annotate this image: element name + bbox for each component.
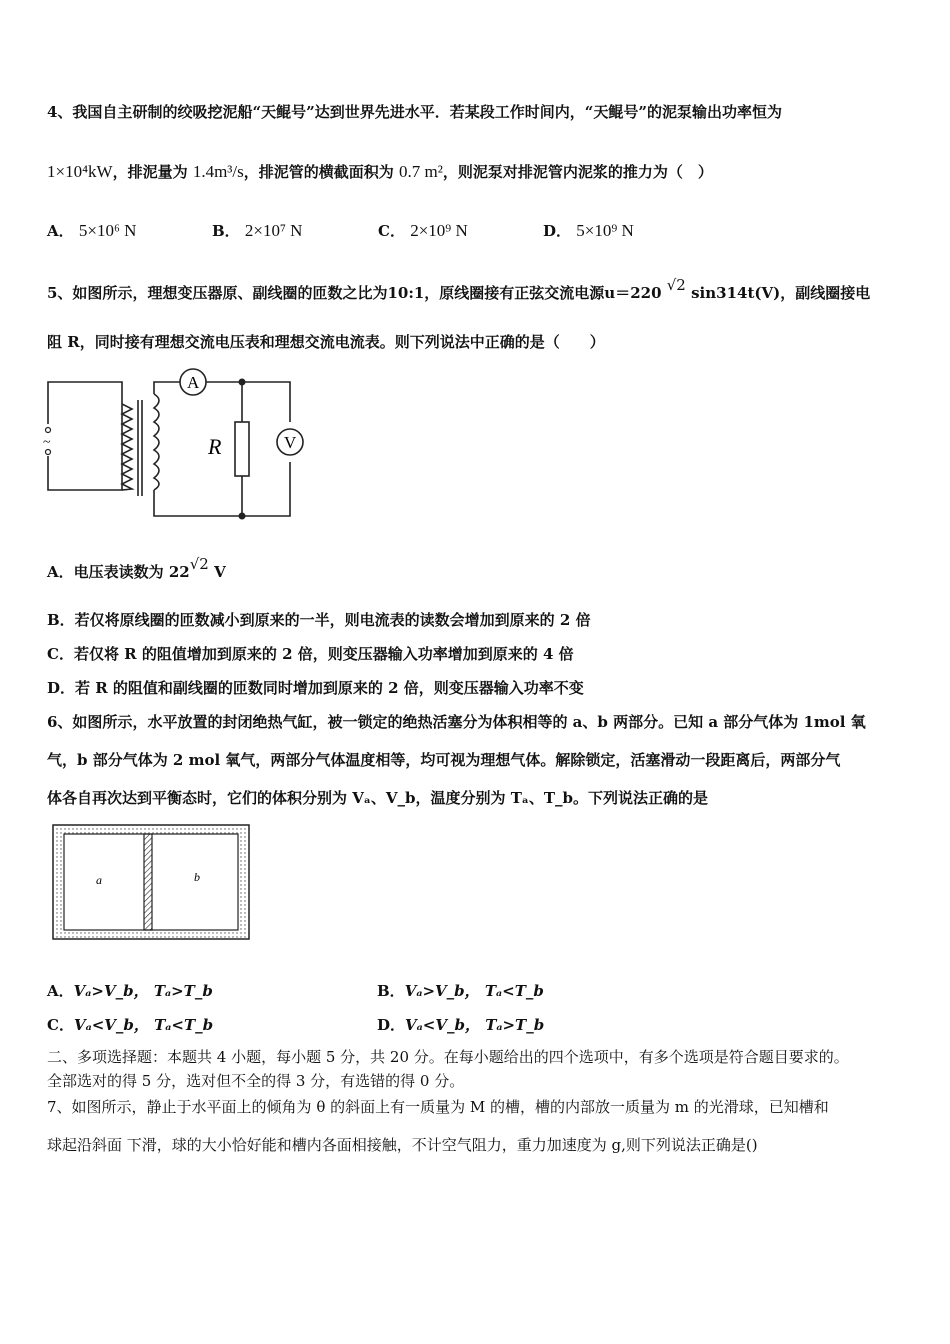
q4-line2a: ，排泥量为: [112, 163, 188, 181]
q4-line2b: ，排泥管的横截面积为: [243, 163, 394, 181]
q5-line2: 阻 R，同时接有理想交流电压表和理想交流电流表。则下列说法中正确的是（ ）: [47, 333, 605, 351]
cylinder-piston-diagram: [52, 824, 250, 940]
q4-option-b: B． 2×10⁷ N: [212, 221, 303, 240]
q5-option-c: C．若仅将 R 的阻值增加到原来的 2 倍，则变压器输入功率增加到原来的 4 倍: [47, 645, 574, 663]
q6-line3: 体各自再次达到平衡态时，它们的体积分别为 Vₐ、V_b，温度分别为 Tₐ、T_b。下列说法正确的是: [47, 789, 709, 807]
q5-line1: 5、如图所示，理想变压器原、副线圈的匝数之比为10:1，原线圈接有正弦交流电源u＝220 √2 sin314t(V)，副线圈接电: [47, 276, 871, 302]
q4-line2c: ，则泥泵对排泥管内泥浆的推力为（ ）: [442, 163, 713, 181]
section2-line2: 全部选对的得 5 分，选对但不全的得 3 分，有选错的得 0 分。: [47, 1072, 465, 1090]
q5-option-d: D．若 R 的阻值和副线圈的匝数同时增加到原来的 2 倍，则变压器输入功率不变: [47, 679, 584, 697]
q6-option-b: B．Vₐ>V_b， Tₐ<T_b: [377, 982, 544, 1000]
q6-option-a: A．Vₐ>V_b， Tₐ>T_b: [47, 982, 213, 1000]
q4-option-a: A． 5×10⁶ N: [47, 221, 137, 240]
resistor-label: R: [208, 434, 222, 459]
q5-option-a: A．电压表读数为 22√2 V: [47, 555, 226, 581]
q6-option-d: D．Vₐ<V_b， Tₐ>T_b: [377, 1016, 545, 1034]
q4-line1: 4、我国自主研制的绞吸挖泥船“天鲲号”达到世界先进水平．若某段工作时间内，“天鲲号”的泥泵输出功率恒为: [47, 103, 782, 121]
q5-option-b: B．若仅将原线圈的匝数减小到原来的一半，则电流表的读数会增加到原来的 2 倍: [47, 611, 591, 629]
q4-power: 1×10⁴kW: [47, 162, 113, 181]
ammeter-label: A: [187, 373, 200, 392]
q6-line1: 6、如图所示，水平放置的封闭绝热气缸，被一锁定的绝热活塞分为体积相等的 a、b 两部分。已知 a 部分气体为 1mol 氧: [47, 713, 866, 731]
q5-u-eq: u＝220: [604, 284, 662, 302]
q4-option-c: C． 2×10⁹ N: [378, 221, 468, 240]
q4-line2: [47, 162, 713, 182]
q5-sqrt: √2: [666, 276, 686, 294]
q7-line2: 球起沿斜面 下滑，球的大小恰好能和槽内各面相接触，不计空气阻力，重力加速度为 g,则下列说法正确是(): [47, 1136, 758, 1154]
q4-option-d: D． 5×10⁹ N: [543, 221, 634, 240]
transformer-circuit-diagram: [40, 364, 310, 524]
chamber-b-label: b: [194, 870, 200, 884]
q4-flow: 1.4m³/s: [192, 162, 244, 181]
ac-source-label: ~: [43, 435, 51, 450]
q7-line1: 7、如图所示，静止于水平面上的倾角为 θ 的斜面上有一质量为 M 的槽，槽的内部放一质量为 m 的光滑球，已知槽和: [47, 1098, 829, 1116]
chamber-a-label: a: [96, 873, 102, 887]
q6-line2: 气，b 部分气体为 2 mol 氧气，两部分气体温度相等，均可视为理想气体。解除锁定，活塞滑动一段距离后，两部分气: [47, 751, 841, 769]
q6-option-c: C．Vₐ<V_b， Tₐ<T_b: [47, 1016, 214, 1034]
q4-area: 0.7 m²: [398, 162, 443, 181]
section2-line1: 二、多项选择题：本题共 4 小题，每小题 5 分，共 20 分。在每小题给出的四个选项中，有多个选项是符合题目要求的。: [47, 1048, 849, 1066]
voltmeter-label: V: [284, 433, 297, 452]
